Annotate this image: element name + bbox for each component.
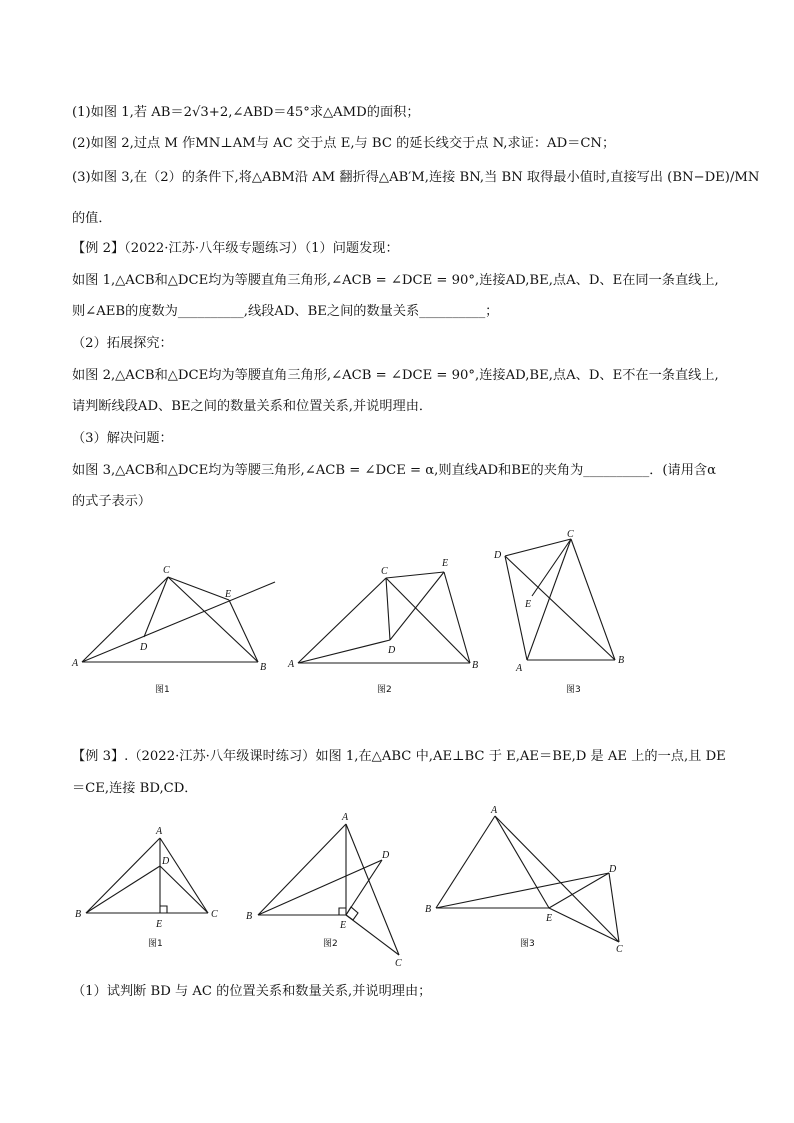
ex3-fig2-right-angle-mark-1	[339, 908, 346, 915]
paragraph-12: 如图 3,△ACB和△DCE均为等腰三角形,∠ACB = ∠DCE = α,则直线AD和BE的夹角为__________．(请用含α	[72, 463, 717, 478]
ex3-fig3-segment-EC	[549, 908, 619, 942]
ex3-fig1-label-D: D	[162, 856, 170, 867]
ex3-fig1-segment-AC	[160, 838, 208, 913]
fig3-segment-AC	[527, 539, 571, 660]
ex3-fig2-label-A: A	[342, 812, 349, 823]
ex3-fig3-label-B: B	[425, 904, 432, 915]
paragraph-6: 如图 1,△ACB和△DCE均为等腰直角三角形,∠ACB = ∠DCE = 90°,连接AD,BE,点A、D、E在同一条直线上,	[72, 273, 719, 288]
ex3-fig3-caption: 图3	[520, 939, 535, 949]
ex3-fig3-segment-BD	[436, 873, 609, 908]
ex3-fig2-right-angle-mark-2	[346, 907, 358, 920]
ex3-fig1-label-E: E	[156, 919, 163, 930]
ex3-fig3-segment-DC	[609, 873, 619, 942]
fig2-caption: 图2	[377, 685, 392, 695]
paragraph-13: 的式子表示）	[72, 494, 152, 509]
fig2-label-B: B	[472, 660, 479, 671]
ex3-fig3-label-D: D	[609, 864, 617, 875]
paragraph-11: （3）解决问题：	[72, 431, 173, 446]
paragraph-9: 如图 2,△ACB和△DCE均为等腰直角三角形,∠ACB = ∠DCE = 90°,连接AD,BE,点A、D、E不在一条直线上,	[72, 368, 719, 383]
ex3-fig1-segment-BA	[86, 838, 160, 913]
ex3-fig2-label-D: D	[382, 850, 390, 861]
fig1-caption: 图1	[155, 685, 170, 695]
ex3-fig1-label-C: C	[211, 909, 218, 920]
paragraph-14: 【例 3】.（2022·江苏·八年级课时练习）如图 1,在△ABC 中,AE⊥BC 于 E,AE＝BE,D 是 AE 上的一点,且 DE	[72, 749, 726, 764]
fig2-label-E: E	[442, 558, 449, 569]
fig2-label-D: D	[388, 645, 396, 656]
ex3-fig2-label-E: E	[340, 920, 347, 931]
fig1-label-C: C	[163, 565, 170, 576]
paragraph-15: ＝CE,连接 BD,CD．	[72, 781, 198, 796]
ex3-fig3-segment-ED	[549, 873, 609, 908]
ex3-fig3-segment-AC	[495, 816, 619, 942]
fig1-label-E: E	[225, 589, 232, 600]
paragraph-1: (1)如图 1,若 AB＝2√3+2,∠ABD＝45°求△AMD的面积；	[72, 105, 420, 120]
fig2-segment-DE	[390, 572, 444, 640]
fig1-label-A: A	[72, 658, 79, 669]
paragraph-7: 则∠AEB的度数为__________,线段AD、BE之间的数量关系__________；	[72, 304, 499, 319]
ex3-fig2-caption: 图2	[323, 939, 338, 949]
fig1-segment-CE	[168, 577, 232, 600]
paragraph-8: （2）拓展探究：	[72, 336, 173, 351]
fig3-segment-DA	[505, 556, 527, 660]
fig3-label-E: E	[525, 599, 532, 610]
fig1-segment-EB	[229, 600, 258, 662]
ex3-fig1-segment-BD	[86, 866, 160, 913]
fig1-label-D: D	[140, 642, 148, 653]
fig3-label-A: A	[516, 663, 523, 674]
ex3-fig3-segment-BA	[436, 816, 495, 908]
fig2-segment-CE	[386, 572, 444, 578]
fig3-label-D: D	[494, 550, 502, 561]
fig3-caption: 图3	[566, 685, 581, 695]
paragraph-2: (2)如图 2,过点 M 作MN⊥AM与 AC 交于点 E,与 BC 的延长线交于点 N,求证：AD＝CN；	[72, 136, 616, 151]
ex3-fig3-label-A: A	[491, 805, 498, 816]
ex3-fig1-label-B: B	[75, 909, 82, 920]
paragraph-4: 的值．	[72, 211, 112, 226]
ex3-fig2-label-C: C	[395, 958, 402, 969]
paragraph-5: 【例 2】（2022·江苏·八年级专题练习）（1）问题发现：	[72, 241, 399, 256]
fig2-segment-CD	[386, 578, 390, 640]
ex3-fig3-label-C: C	[616, 944, 623, 955]
fig2-label-A: A	[288, 659, 295, 670]
fig1-segment-CB	[168, 577, 258, 662]
fig3-label-C: C	[567, 529, 574, 540]
ex3-fig3-label-E: E	[546, 913, 553, 924]
paragraph-16: （1）试判断 BD 与 AC 的位置关系和数量关系,并说明理由；	[72, 984, 432, 999]
ex3-fig2-segment-BA	[258, 824, 346, 915]
fig2-segment-AC	[298, 578, 386, 663]
fig3-label-B: B	[618, 655, 625, 666]
ex3-fig1-right-angle-mark	[160, 906, 167, 913]
ex3-fig1-label-A: A	[156, 826, 163, 837]
fig1-segment-AC	[82, 577, 168, 662]
paragraph-3: (3)如图 3,在（2）的条件下,将△ABM沿 AM 翻折得△AB′M,连接 BN,当 BN 取得最小值时,直接写出 (BN−DE)/MN	[72, 170, 760, 185]
ex3-fig2-label-B: B	[246, 911, 253, 922]
paragraph-10: 请判断线段AD、BE之间的数量关系和位置关系,并说明理由．	[72, 399, 433, 414]
ex3-fig1-caption: 图1	[148, 939, 163, 949]
fig2-segment-AD	[298, 640, 390, 663]
fig1-label-B: B	[260, 662, 267, 673]
fig2-label-C: C	[381, 566, 388, 577]
fig3-segment-DB	[505, 556, 615, 660]
fig3-segment-CB	[571, 539, 615, 660]
